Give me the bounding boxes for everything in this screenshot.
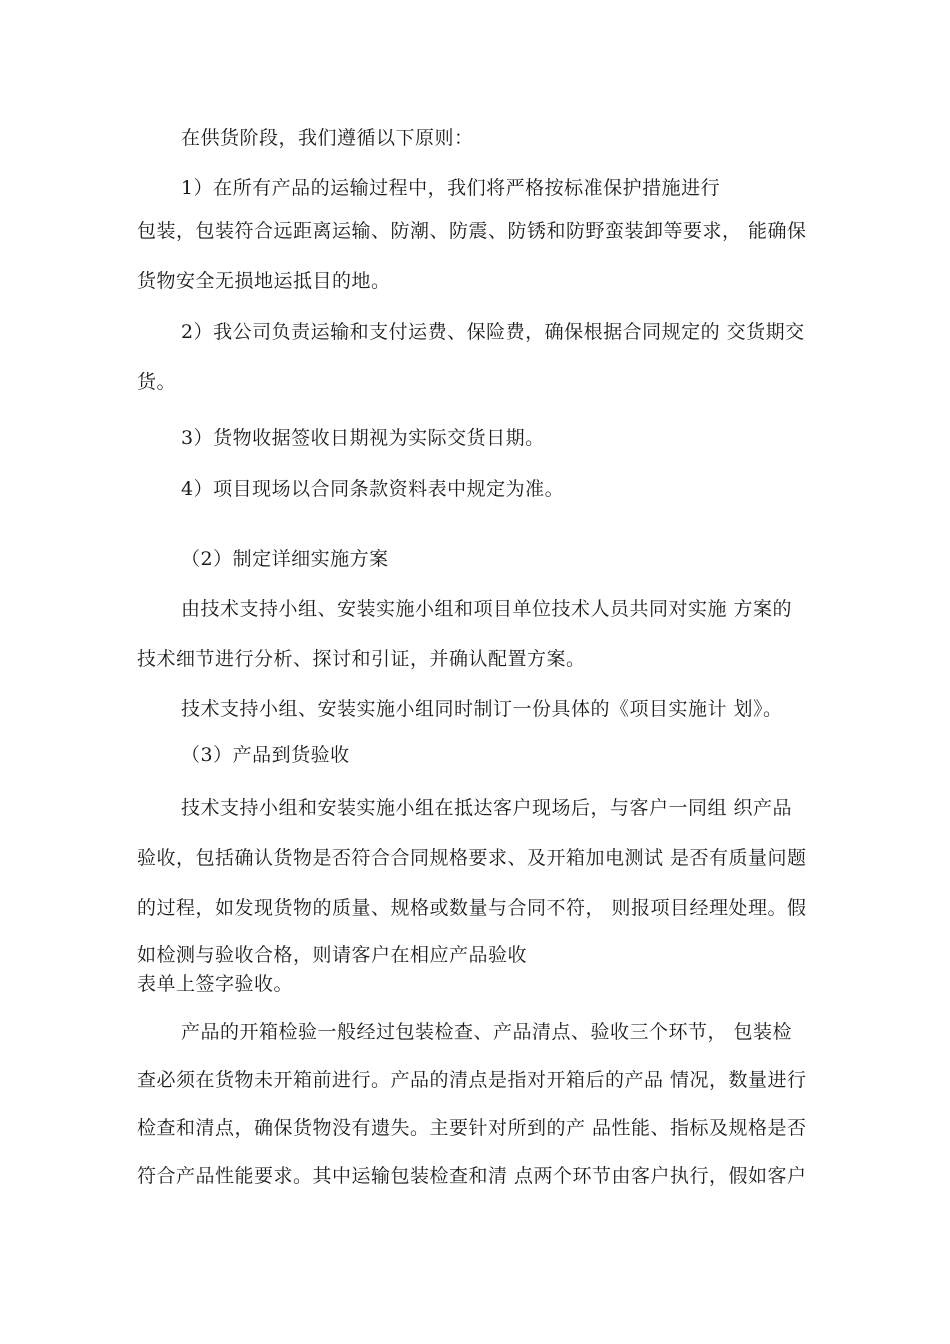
- section-3-para-1-line-4: 如检测与验收合格，则请客户在相应产品验收: [137, 944, 528, 966]
- intro-line: 在供货阶段，我们遵循以下原则：: [181, 127, 474, 149]
- section-3-para-2-line-3: 检查和清点，确保货物没有遗失。主要针对所到的产 品性能、指标及规格是否: [137, 1117, 807, 1139]
- section-3-para-2-line-4: 符合产品性能要求。其中运输包装检查和清 点两个环节由客户执行，假如客户: [137, 1165, 807, 1187]
- item-3-line: 3）货物收据签收日期视为实际交货日期。: [181, 427, 545, 449]
- section-2-heading: （2）制定详细实施方案: [181, 548, 389, 570]
- section-3-heading: （3）产品到货验收: [181, 744, 350, 766]
- item-2-line-1: 2）我公司负责运输和支付运费、保险费，确保根据合同规定的 交货期交: [181, 321, 805, 343]
- section-3-para-1-line-1: 技术支持小组和安装实施小组在抵达客户现场后，与客户一同组 织产品: [181, 797, 793, 819]
- section-2-para-1-line-1: 由技术支持小组、安装实施小组和项目单位技术人员共同对实施 方案的: [181, 598, 793, 620]
- item-1-line-2: 包装，包装符合远距离运输、防潮、防震、防锈和防野蛮装卸等要求， 能确保: [137, 220, 807, 242]
- section-3-para-2-line-2: 查必须在货物未开箱前进行。产品的清点是指对开箱后的产品 情况，数量进行: [137, 1069, 807, 1091]
- section-3-para-1-line-2: 验收，包括确认货物是否符合合同规格要求、及开箱加电测试 是否有质量问题: [137, 847, 807, 869]
- section-3-para-2-line-1: 产品的开箱检验一般经过包装检查、产品清点、验收三个环节， 包装检: [181, 1021, 793, 1043]
- item-4-line: 4）项目现场以合同条款资料表中规定为准。: [181, 478, 565, 500]
- item-1-line-3: 货物安全无损地运抵目的地。: [137, 270, 391, 292]
- section-3-para-1-line-5: 表单上签字验收。: [137, 973, 294, 995]
- item-1-line-1: 1）在所有产品的运输过程中，我们将严格按标准保护措施进行: [181, 177, 721, 199]
- item-2-line-2: 货。: [137, 371, 177, 393]
- section-3-para-1-line-3: 的过程，如发现货物的质量、规格或数量与合同不符， 则报项目经理处理。假: [137, 897, 807, 919]
- section-2-para-1-line-2: 技术细节进行分析、探讨和引证，并确认配置方案。: [137, 648, 586, 670]
- section-2-para-2-line: 技术支持小组、安装实施小组同时制订一份具体的《项目实施计 划》。: [181, 698, 783, 720]
